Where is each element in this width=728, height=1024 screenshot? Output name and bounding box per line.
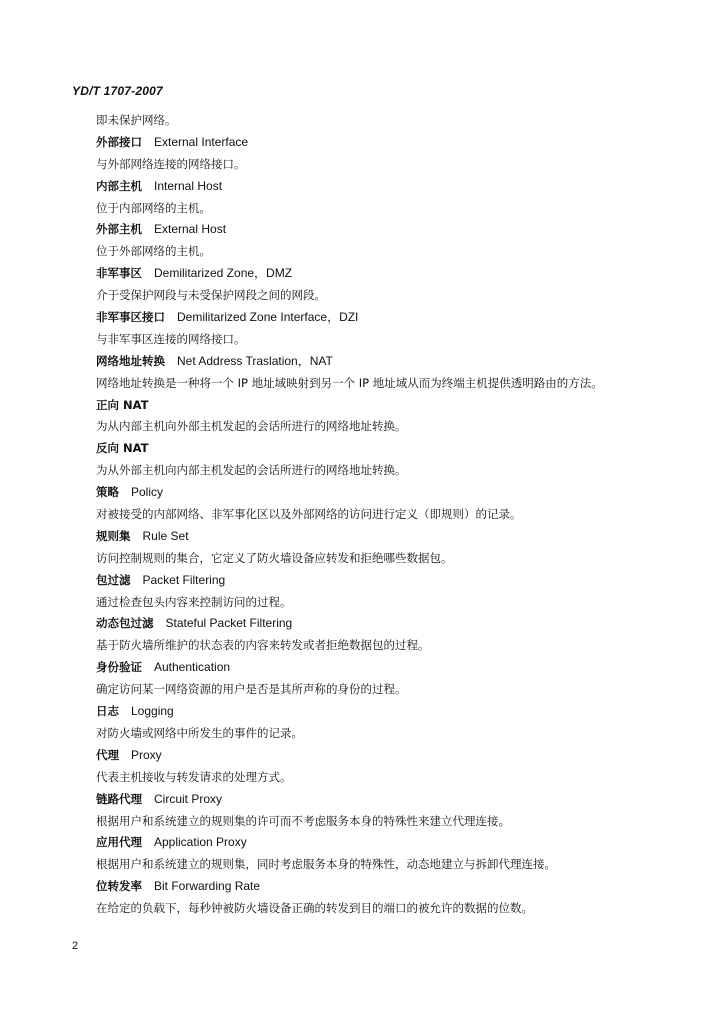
term-chinese: 外部接口 — [96, 134, 142, 149]
term-english: Demilitarized Zone Interface，DZI — [177, 310, 359, 325]
term-line — [96, 832, 696, 854]
definition-text: 网络地址转换是一种将一个 IP 地址域映射到另一个 IP 地址域从而为终端主机提供透明路由的方法。 — [96, 375, 603, 390]
term-chinese: 位转发率 — [96, 879, 142, 894]
term-line — [96, 745, 696, 767]
term-english: Demilitarized Zone，DMZ — [154, 266, 293, 281]
term-english: Stateful Packet Filtering — [165, 616, 293, 631]
term-chinese: 网络地址转换 — [96, 353, 165, 368]
term-chinese: 外部主机 — [96, 222, 142, 237]
definition-line — [96, 679, 696, 701]
definition-line — [96, 504, 696, 526]
term-chinese: 反向 NAT — [96, 441, 149, 456]
definition-line — [96, 811, 696, 833]
term-line — [96, 263, 696, 285]
definition-line — [96, 854, 696, 876]
definition-text: 与外部网络连接的网络接口。 — [96, 156, 246, 171]
definition-text: 为从内部主机向外部主机发起的会话所进行的网络地址转换。 — [96, 419, 407, 434]
definition-text: 介于受保护网段与未受保护网段之间的网段。 — [96, 288, 326, 303]
term-chinese: 策略 — [96, 485, 119, 500]
term-line — [96, 613, 696, 635]
definition-line — [96, 635, 696, 657]
term-english: Internal Host — [154, 178, 223, 193]
term-english: Bit Forwarding Rate — [154, 879, 261, 894]
definition-line — [96, 373, 696, 395]
definition-text: 位于外部网络的主机。 — [96, 244, 211, 259]
definition-text: 基于防火墙所维护的状态表的内容来转发或者拒绝数据包的过程。 — [96, 638, 430, 653]
definition-line — [96, 460, 696, 482]
definition-line — [96, 285, 696, 307]
term-line — [96, 876, 696, 898]
definition-line — [96, 416, 696, 438]
term-chinese: 非军事区接口 — [96, 310, 165, 325]
term-line — [96, 482, 696, 504]
term-chinese: 链路代理 — [96, 791, 142, 806]
term-chinese: 非军事区 — [96, 266, 142, 281]
term-line — [96, 351, 696, 373]
definition-line — [96, 592, 696, 614]
definition-line — [96, 198, 696, 220]
term-english: External Host — [154, 222, 227, 237]
term-line — [96, 701, 696, 723]
definition-text: 根据用户和系统建立的规则集的许可而不考虑服务本身的特殊性来建立代理连接。 — [96, 813, 510, 828]
term-english: External Interface — [154, 134, 249, 149]
term-chinese: 代理 — [96, 747, 119, 762]
definition-text: 访问控制规则的集合，它定义了防火墙设备应转发和拒绝哪些数据包。 — [96, 550, 453, 565]
term-line — [96, 657, 696, 679]
term-line — [96, 132, 696, 154]
definition-text: 根据用户和系统建立的规则集，同时考虑服务本身的特殊性，动态地建立与拆卸代理连接。 — [96, 857, 556, 872]
term-english: Proxy — [131, 747, 162, 762]
definition-text: 代表主机接收与转发请求的处理方式。 — [96, 769, 292, 784]
term-english: Net Address Traslation，NAT — [177, 353, 333, 368]
definition-text: 通过检查包头内容来控制访问的过程。 — [96, 594, 292, 609]
term-chinese: 包过滤 — [96, 572, 131, 587]
definition-text: 位于内部网络的主机。 — [96, 200, 211, 215]
term-line — [96, 570, 696, 592]
term-english: Application Proxy — [154, 835, 247, 850]
term-chinese: 日志 — [96, 704, 119, 719]
definition-text: 为从外部主机向内部主机发起的会话所进行的网络地址转换。 — [96, 463, 407, 478]
definition-line — [96, 548, 696, 570]
term-line — [96, 438, 696, 460]
term-chinese: 规则集 — [96, 528, 131, 543]
term-english: Policy — [131, 485, 164, 500]
definition-text: 在给定的负载下，每秒钟被防火墙设备正确的转发到目的端口的被允许的数据的位数。 — [96, 901, 533, 916]
definition-text: 对防火墙或网络中所发生的事件的记录。 — [96, 725, 303, 740]
term-chinese: 内部主机 — [96, 178, 142, 193]
definition-line — [96, 723, 696, 745]
term-line — [96, 219, 696, 241]
document-body — [96, 110, 696, 920]
term-line — [96, 176, 696, 198]
term-line — [96, 395, 696, 417]
term-chinese: 身份验证 — [96, 660, 142, 675]
definition-line — [96, 898, 696, 920]
definition-text: 与非军事区连接的网络接口。 — [96, 331, 246, 346]
definition-line — [96, 241, 696, 263]
definition-line — [96, 767, 696, 789]
definition-text: 确定访问某一网络资源的用户是否是其所声称的身份的过程。 — [96, 682, 407, 697]
term-chinese: 动态包过滤 — [96, 616, 154, 631]
term-line — [96, 307, 696, 329]
term-english: Authentication — [154, 660, 231, 675]
page-number: 2 — [72, 940, 79, 952]
definition-line — [96, 154, 696, 176]
term-english: Logging — [131, 704, 174, 719]
document-id-header: YD/T 1707-2007 — [72, 84, 163, 98]
term-english: Rule Set — [142, 528, 189, 543]
term-chinese: 正向 NAT — [96, 397, 149, 412]
definition-line — [96, 329, 696, 351]
term-line — [96, 789, 696, 811]
term-english: Circuit Proxy — [154, 791, 223, 806]
definition-text: 对被接受的内部网络、非军事化区以及外部网络的访问进行定义（即规则）的记录。 — [96, 507, 522, 522]
term-english: Packet Filtering — [142, 572, 226, 587]
definition-text: 即未保护网络。 — [96, 113, 177, 127]
term-line — [96, 526, 696, 548]
definition-line — [96, 110, 696, 132]
term-chinese: 应用代理 — [96, 835, 142, 850]
